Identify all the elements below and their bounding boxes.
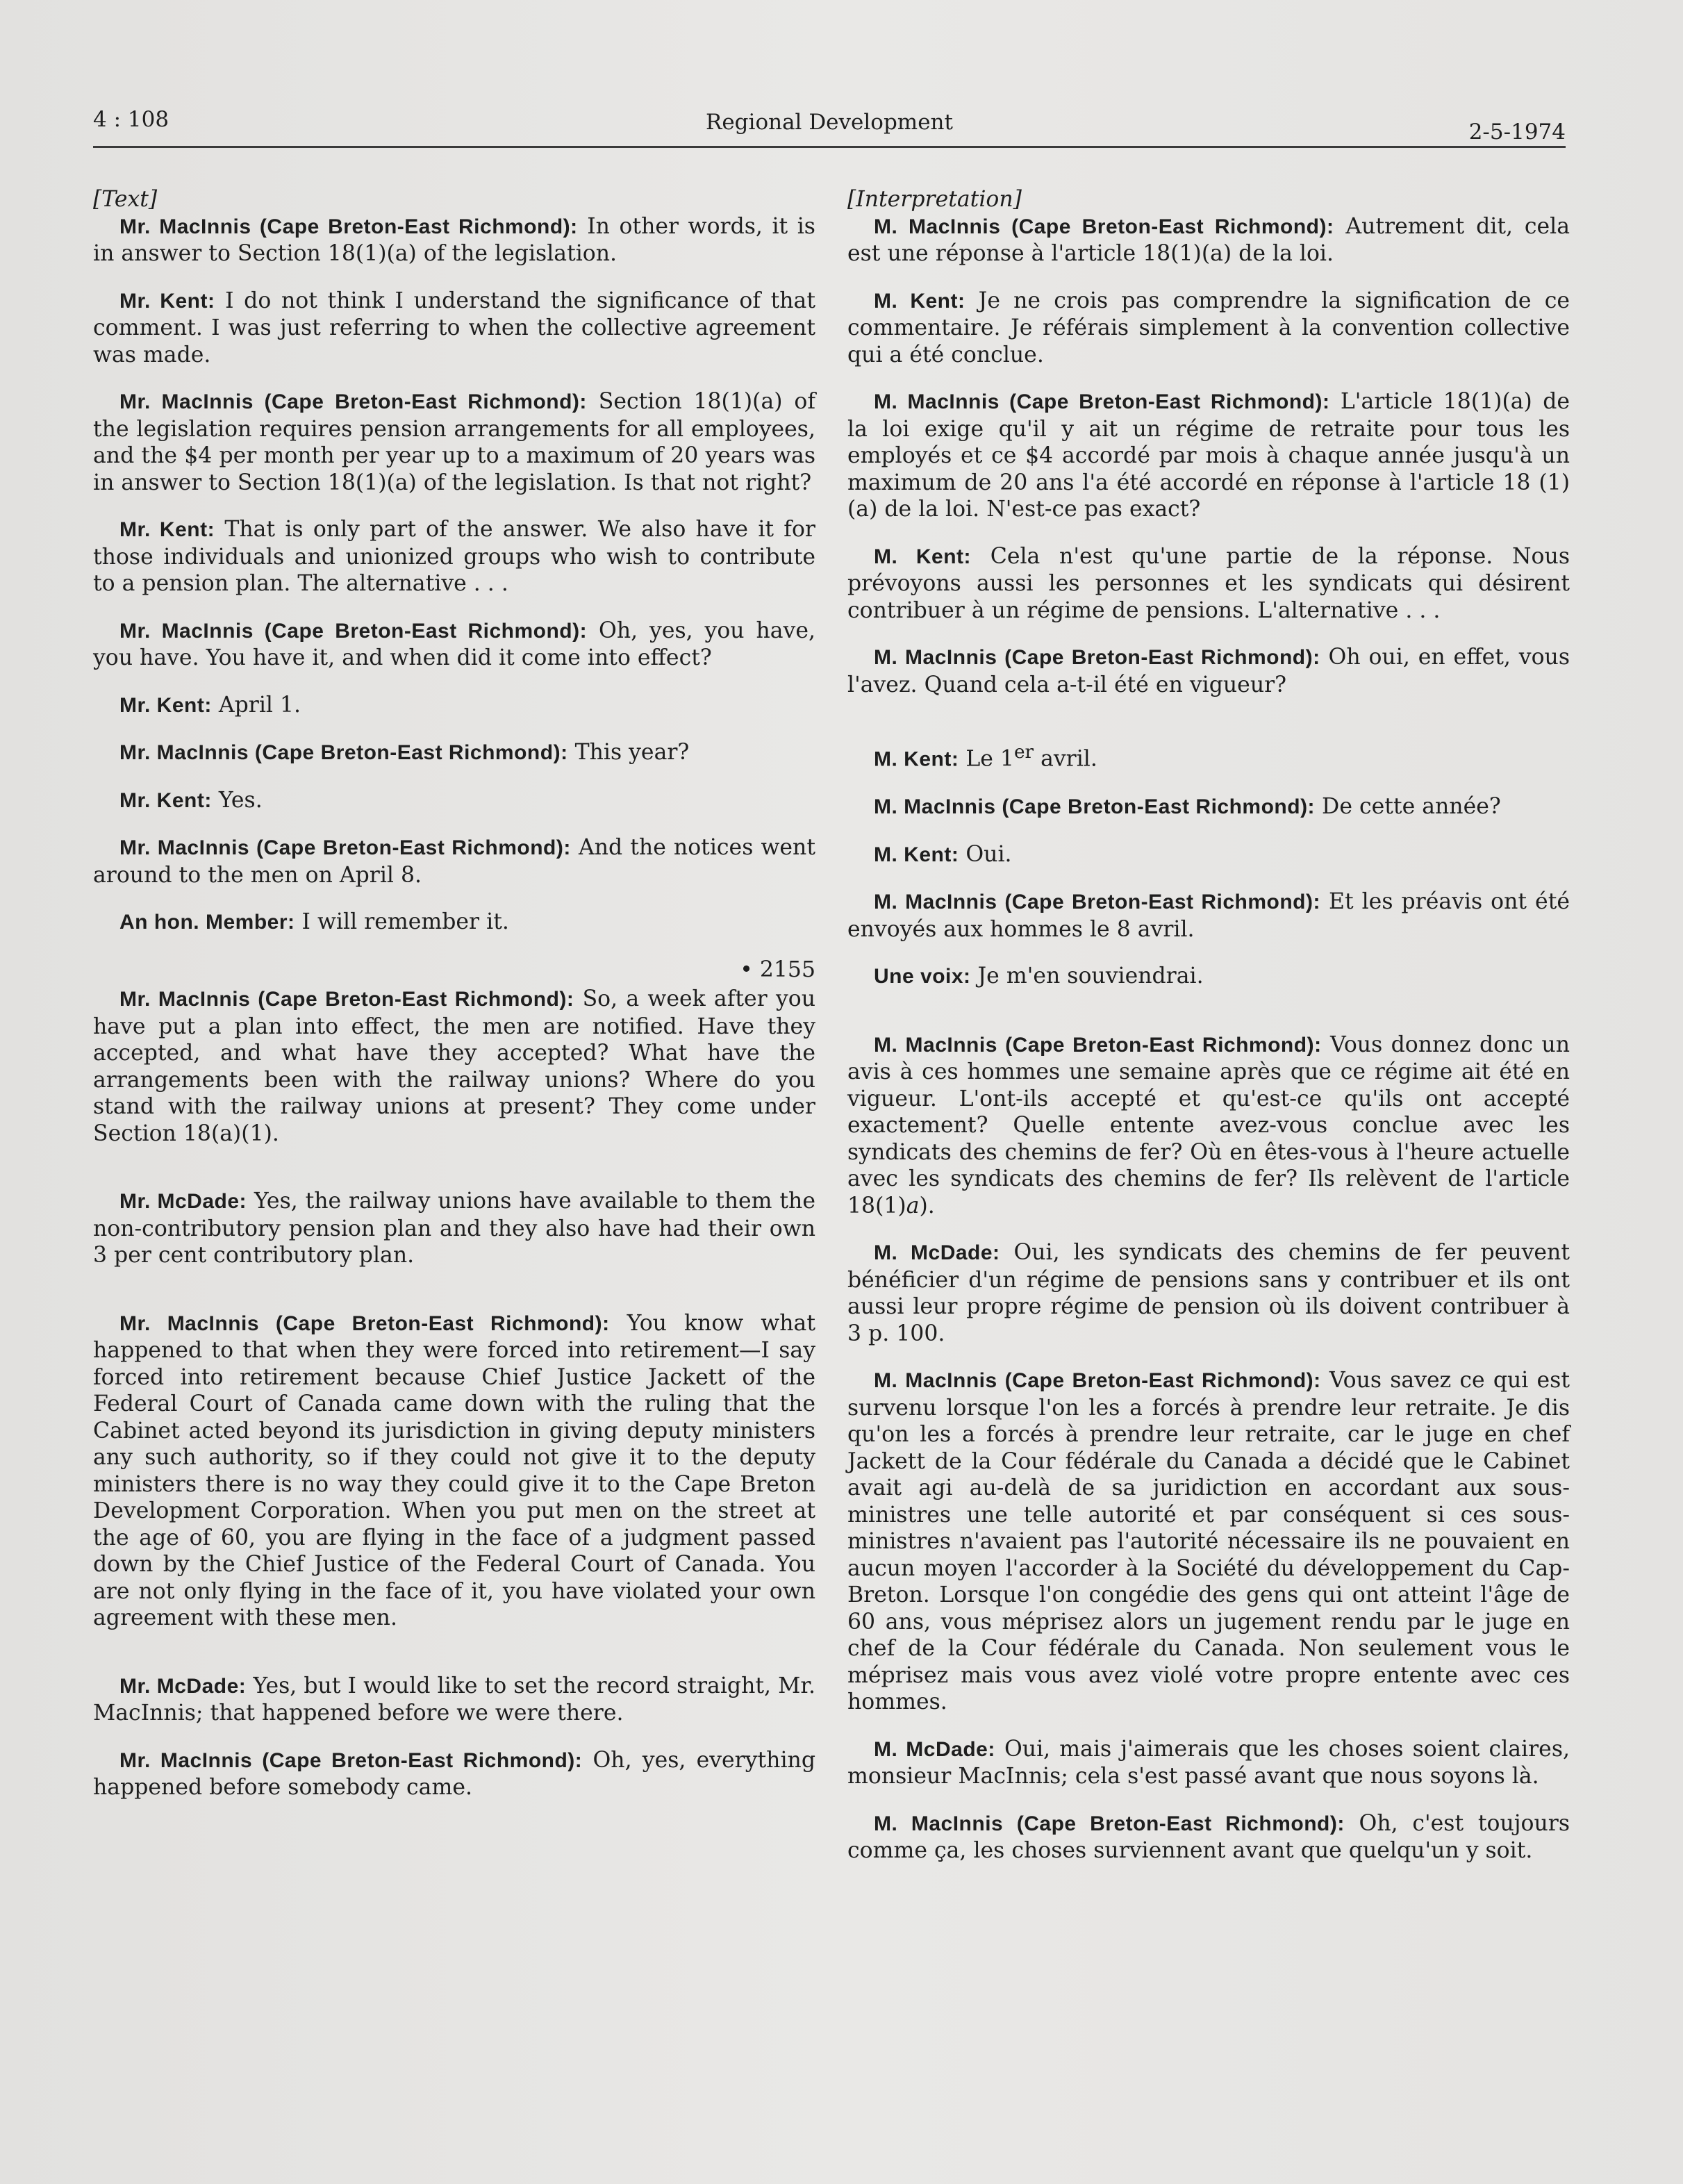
speech: Yes, the railway unions have available to them the non-contributory pension plan and they also have had their own 3 per cent contributory plan. [93,1189,815,1268]
paragraph [847,888,1570,943]
paragraph [93,787,815,815]
interpretation-tag: [Interpretation] [847,187,1022,212]
speech: You know what happened to that when they were forced into retirement—I say forced into retirement because Chief Justice Jackett of the Federal Court of Canada came down with the ruling that the Cabinet acted beyond its jurisdiction in giving deputy ministers any such authority, so if they could not give it to the deputy ministers there is no way they could give it to the Cape Breton Development Corporation. When you put men on the street at the age of 60, you are flying in the face of a judgment passed down by the Chief Justice of the Federal Court of Canada. You are not only flying in the face of it, you have violated your own agreement with these men. [93,1310,815,1630]
speech: That is only part of the answer. We also have it for those individuals and unionized groups who wish to contribute to a pension plan. The alternative . . . [93,517,815,596]
speaker: Mr. MacInnis (Cape Breton-East Richmond): [119,1748,583,1772]
speech: Yes, but I would like to set the record straight, Mr. MacInnis; that happened before we were there. [93,1673,815,1726]
speech: Oui. [959,841,1012,867]
paragraph [847,739,1570,773]
paragraph [847,1367,1570,1716]
paragraph [93,1747,815,1801]
speech: De cette année? [1315,794,1501,819]
paragraph [847,1032,1570,1220]
speaker: Mr. MacInnis (Cape Breton-East Richmond): [119,390,587,413]
speaker: Mr. McDade: [119,1190,247,1213]
paragraph [93,1310,815,1632]
text-tag: [Text] [93,187,158,212]
speaker: Mr. McDade: [119,1674,247,1698]
speaker: M. McDade: [874,1241,1000,1264]
paragraph [93,1188,815,1269]
speech: April 1. [211,692,301,718]
speech: This year? [567,740,690,765]
time-marker: • 2155 [740,957,815,982]
speech: avril. [1034,746,1097,772]
speaker: Mr. MacInnis (Cape Breton-East Richmond): [119,1312,610,1335]
paragraph [93,986,815,1147]
speaker: M. McDade: [874,1737,995,1761]
speaker: M. Kent: [874,747,959,771]
speaker: Mr. MacInnis (Cape Breton-East Richmond): [119,836,571,859]
speaker: Mr. Kent: [119,788,212,812]
paragraph [847,543,1570,624]
speech: L'article 18(1)(a) de la loi exige qu'il y ait un régime de retraite pour tous les employés et ce $4 accordé par mois à chaque année jusqu'à un maximum de 20 ans l'a été accordé en réponse à l'article 18 (1)(a) de la loi. N'est-ce pas exact? [847,389,1570,522]
speaker: Mr. MacInnis (Cape Breton-East Richmond): [119,988,574,1011]
speaker: Mr. MacInnis (Cape Breton-East Richmond): [119,741,568,764]
speech: Cela n'est qu'une partie de la réponse. Nous prévoyons aussi les personnes et les syndicats qui désirent contribuer à un régime de pensions. L'alternative . . . [847,543,1570,623]
superscript: er [1013,742,1034,763]
speech: And the notices went around to the men on April 8. [93,835,815,888]
speech: Oui, les syndicats des chemins de fer peuvent bénéficier d'un régime de pensions sans y contribuer et ils ont aussi leur propre régime de pension où ils doivent contribuer à 3 p. 100. [847,1240,1570,1346]
speaker: M. Kent: [874,545,972,568]
english-column [93,186,815,1821]
page-header [93,104,1566,148]
speech: Vous donnez donc un avis à ces hommes une semaine après que ce régime ait été en vigueur. L'ont-ils accepté et qu'est-ce qu'ils ont accepté exactement? Quelle entente avez-vous conclue avec les syndicats des chemins de fer? Où en êtes-vous à l'heure actuelle avec les syndicats des chemins de fer? Ils relèvent de l'article 18(1) [847,1032,1570,1218]
speech: Oh, yes, you have, you have. You have it, and when did it come into effect? [93,618,815,670]
speaker: M. MacInnis (Cape Breton-East Richmond): [874,795,1316,818]
paragraph [847,1810,1570,1864]
paragraph [93,739,815,767]
speech: In other words, it is in answer to Section 18(1)(a) of the legislation. [93,213,815,266]
speech: Oui, mais j'aimerais que les choses soient claires, monsieur MacInnis; cela s'est passé avant que nous soyons là. [847,1736,1570,1789]
speech: Autrement dit, cela est une réponse à l'article 18(1)(a) de la loi. [847,213,1570,266]
speaker: M. MacInnis (Cape Breton-East Richmond): [874,390,1330,413]
speaker: M. Kent: [874,843,959,866]
speech: Oh oui, en effet, vous l'avez. Quand cela a-t-il été en vigueur? [847,645,1570,697]
paragraph [93,834,815,888]
speaker: M. MacInnis (Cape Breton-East Richmond): [874,646,1320,669]
running-title: Regional Development [706,110,953,135]
paragraph [847,288,1570,369]
speech: Oh, c'est toujours comme ça, les choses surviennent avant que quelqu'un y soit. [847,1810,1570,1863]
speaker: Une voix: [874,965,971,988]
paragraph [93,1673,815,1727]
speech: So, a week after you have put a plan into effect, the men are notified. Have they accepted, and what have they accepted? What have the arrangements been with the railway unions? Where do you stand with the railway unions at present? They come under Section 18(a)(1). [93,986,815,1146]
speech: Oh, yes, everything happened before somebody came. [93,1747,815,1800]
speaker: Mr. MacInnis (Cape Breton-East Richmond): [119,215,578,238]
page-number: 4 : 108 [93,107,169,132]
paragraph [93,213,815,267]
speech: ). [919,1193,935,1218]
paragraph [847,841,1570,869]
speaker: Mr. Kent: [119,518,215,541]
speaker: M. MacInnis (Cape Breton-East Richmond): [874,1812,1345,1835]
paragraph [93,516,815,597]
speaker: An hon. Member: [119,911,295,934]
page-date: 2-5-1974 [1468,119,1566,144]
paragraph [847,644,1570,698]
speaker: M. MacInnis (Cape Breton-East Richmond): [874,1033,1322,1057]
paragraph [847,213,1570,267]
paragraph [847,793,1570,821]
paragraph [93,692,815,720]
paragraph [847,388,1570,523]
speech: Je ne crois pas comprendre la signification de ce commentaire. Je référais simplement à la convention collective qui a été conclue. [847,288,1570,367]
paragraph [93,618,815,672]
speech: Je m'en souviendrai. [970,963,1204,988]
speech: I will remember it. [295,909,509,934]
paragraph [93,388,815,496]
speaker: M. MacInnis (Cape Breton-East Richmond): [874,891,1320,913]
paragraph [847,1736,1570,1790]
speech: Le 1 [959,746,1014,772]
speaker: Mr. Kent: [119,693,212,717]
french-column [847,186,1570,1885]
speech: Yes. [211,787,263,813]
paragraph [93,288,815,369]
paragraph [847,963,1570,991]
speaker: Mr. Kent: [119,289,215,313]
speaker: M. MacInnis (Cape Breton-East Richmond): [874,215,1334,238]
speech: Section 18(1)(a) of the legislation requires pension arrangements for all employees, and the $4 per month per year up to a maximum of 20 years was in answer to Section 18(1)(a) of the legislation. Is that not right? [93,389,815,495]
speaker: Mr. MacInnis (Cape Breton-East Richmond): [119,619,588,643]
speech: Et les préavis ont été envoyés aux hommes le 8 avril. [847,889,1570,942]
speaker: M. MacInnis (Cape Breton-East Richmond): [874,1369,1321,1392]
speech: I do not think I understand the significance of that comment. I was just referring to when the collective agreement was made. [93,288,815,367]
paragraph [847,1239,1570,1347]
speaker: M. Kent: [874,289,965,313]
speech: Vous savez ce qui est survenu lorsque l'on les a forcés à prendre leur retraite. Je dis qu'on les a forcés à prendre leur retraite, car le juge en chef Jackett de la Cour fédérale du Canada a décidé que le Cabinet avait agi au-delà de sa juridiction en accordant aux sous-ministres une telle autorité et par conséquent si ces sous-ministres n'avaient pas l'autorité nécessaire ils ne pouvaient en aucun moyen l'accorder à la Société du développement du Cap-Breton. Lorsque l'on congédie des gens qui ont atteint l'âge de 60 ans, vous méprisez alors un jugement rendu par le juge en chef de la Cour fédérale du Canada. Non seulement vous le méprisez mais vous avez violé votre propre entente avec ces hommes. [847,1368,1570,1714]
italic-letter: a [906,1193,920,1218]
paragraph [93,909,815,936]
